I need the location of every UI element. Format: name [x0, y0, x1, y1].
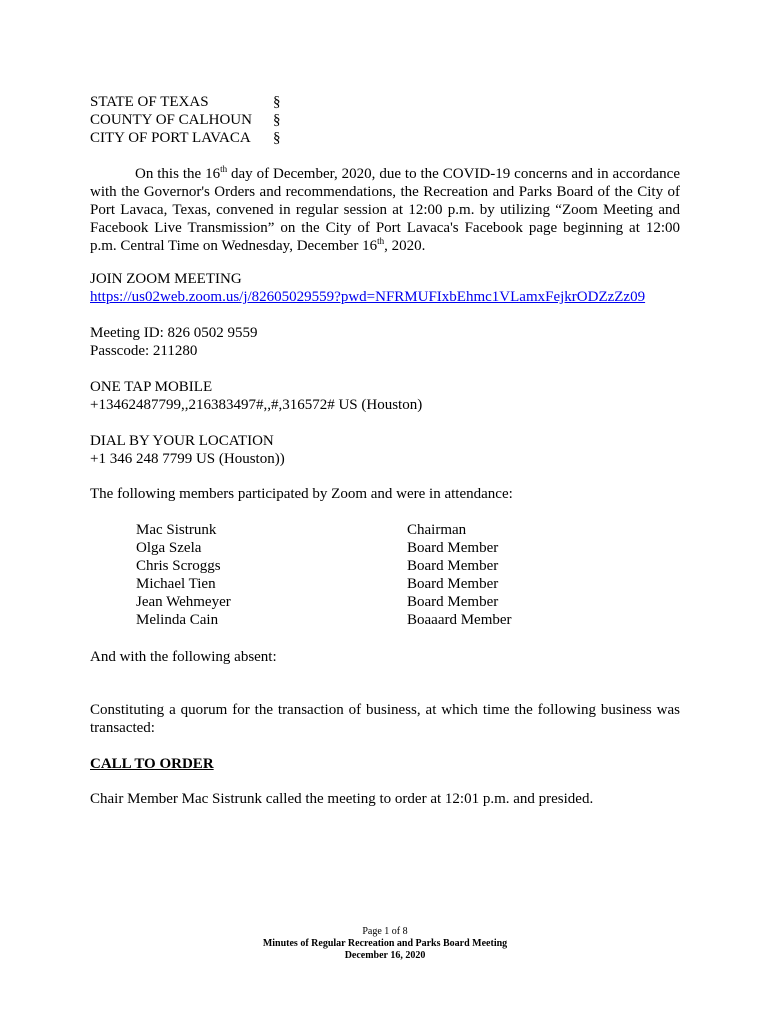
- member-name: Olga Szela: [136, 540, 202, 556]
- absent-intro: And with the following absent:: [90, 649, 277, 665]
- member-row: [136, 575, 536, 593]
- footer-date: December 16, 2020: [344, 950, 426, 961]
- intro-paragraph: [90, 165, 680, 255]
- page-number: Page 1 of 8: [362, 926, 408, 937]
- member-name: Melinda Cain: [136, 612, 219, 628]
- member-name: Michael Tien: [136, 576, 216, 592]
- meeting-passcode: Passcode: 211280: [90, 343, 198, 359]
- zoom-heading: JOIN ZOOM MEETING: [90, 271, 242, 287]
- attendance-intro: The following members participated by Zoom and were in attendance:: [90, 486, 513, 502]
- intro-superscript-1: th: [220, 164, 228, 174]
- member-role: Board Member: [407, 558, 499, 574]
- section-symbol: §: [273, 130, 281, 146]
- member-role: Board Member: [407, 540, 499, 556]
- meeting-id: Meeting ID: 826 0502 9559: [90, 325, 258, 341]
- call-to-order-text: Chair Member Mac Sistrunk called the meeting to order at 12:01 p.m. and presided.: [90, 791, 594, 807]
- member-row: [136, 611, 536, 629]
- jurisdiction-state: STATE OF TEXAS: [90, 94, 209, 110]
- member-role: Chairman: [407, 522, 467, 538]
- one-tap-heading: ONE TAP MOBILE: [90, 379, 213, 395]
- dial-heading: DIAL BY YOUR LOCATION: [90, 433, 274, 449]
- intro-superscript-2: th: [377, 236, 385, 246]
- intro-text-2: day of December, 2020, due to the COVID-19 concerns and in accordance with the Governor's Orders and recommendations, the Recreation and Parks Board of the City of Port Lavaca, Texas, convened in regular session at 12:00 p.m. by utilizing “Zoom Meeting and Facebook Live Transmission” on the City of Port Lavaca's Facebook page beginning at 12:00 p.m. Central Time on Wednesday, December 16: [90, 166, 680, 254]
- dial-number: +1 346 248 7799 US (Houston)): [90, 451, 285, 467]
- members-list: [136, 521, 536, 629]
- footer-title: Minutes of Regular Recreation and Parks Board Meeting: [262, 938, 508, 949]
- member-name: Mac Sistrunk: [136, 522, 217, 538]
- section-symbol: §: [273, 94, 281, 110]
- jurisdiction-row: [90, 93, 290, 111]
- call-to-order-heading: CALL TO ORDER: [90, 756, 214, 772]
- section-symbol: §: [273, 112, 281, 128]
- jurisdiction-row: [90, 129, 290, 147]
- member-row: [136, 557, 536, 575]
- jurisdiction-row: [90, 111, 290, 129]
- member-row: [136, 521, 536, 539]
- zoom-join-block: [90, 270, 645, 306]
- member-role: Board Member: [407, 576, 499, 592]
- intro-text-1: On this the 16: [135, 166, 221, 182]
- jurisdiction-county: COUNTY OF CALHOUN: [90, 112, 252, 128]
- quorum-paragraph: Constituting a quorum for the transaction of business, at which time the following business was transacted:: [90, 702, 680, 736]
- jurisdiction-city: CITY OF PORT LAVACA: [90, 130, 251, 146]
- member-row: [136, 593, 536, 611]
- member-row: [136, 539, 536, 557]
- member-name: Jean Wehmeyer: [136, 594, 231, 610]
- intro-text-3: , 2020.: [384, 238, 426, 254]
- member-name: Chris Scroggs: [136, 558, 221, 574]
- meeting-credentials: [90, 324, 257, 360]
- one-tap-number: +13462487799,,216383497#,,#,316572# US (Houston): [90, 397, 423, 413]
- one-tap-block: [90, 378, 422, 414]
- member-role: Board Member: [407, 594, 499, 610]
- dial-block: [90, 432, 285, 468]
- page-footer: [0, 926, 770, 962]
- zoom-meeting-link[interactable]: https://us02web.zoom.us/j/82605029559?pwd=NFRMUFIxbEhmc1VLamxFejkrODZzZz09: [90, 289, 646, 305]
- member-role: Boaaard Member: [407, 612, 512, 628]
- jurisdiction-block: [90, 93, 290, 147]
